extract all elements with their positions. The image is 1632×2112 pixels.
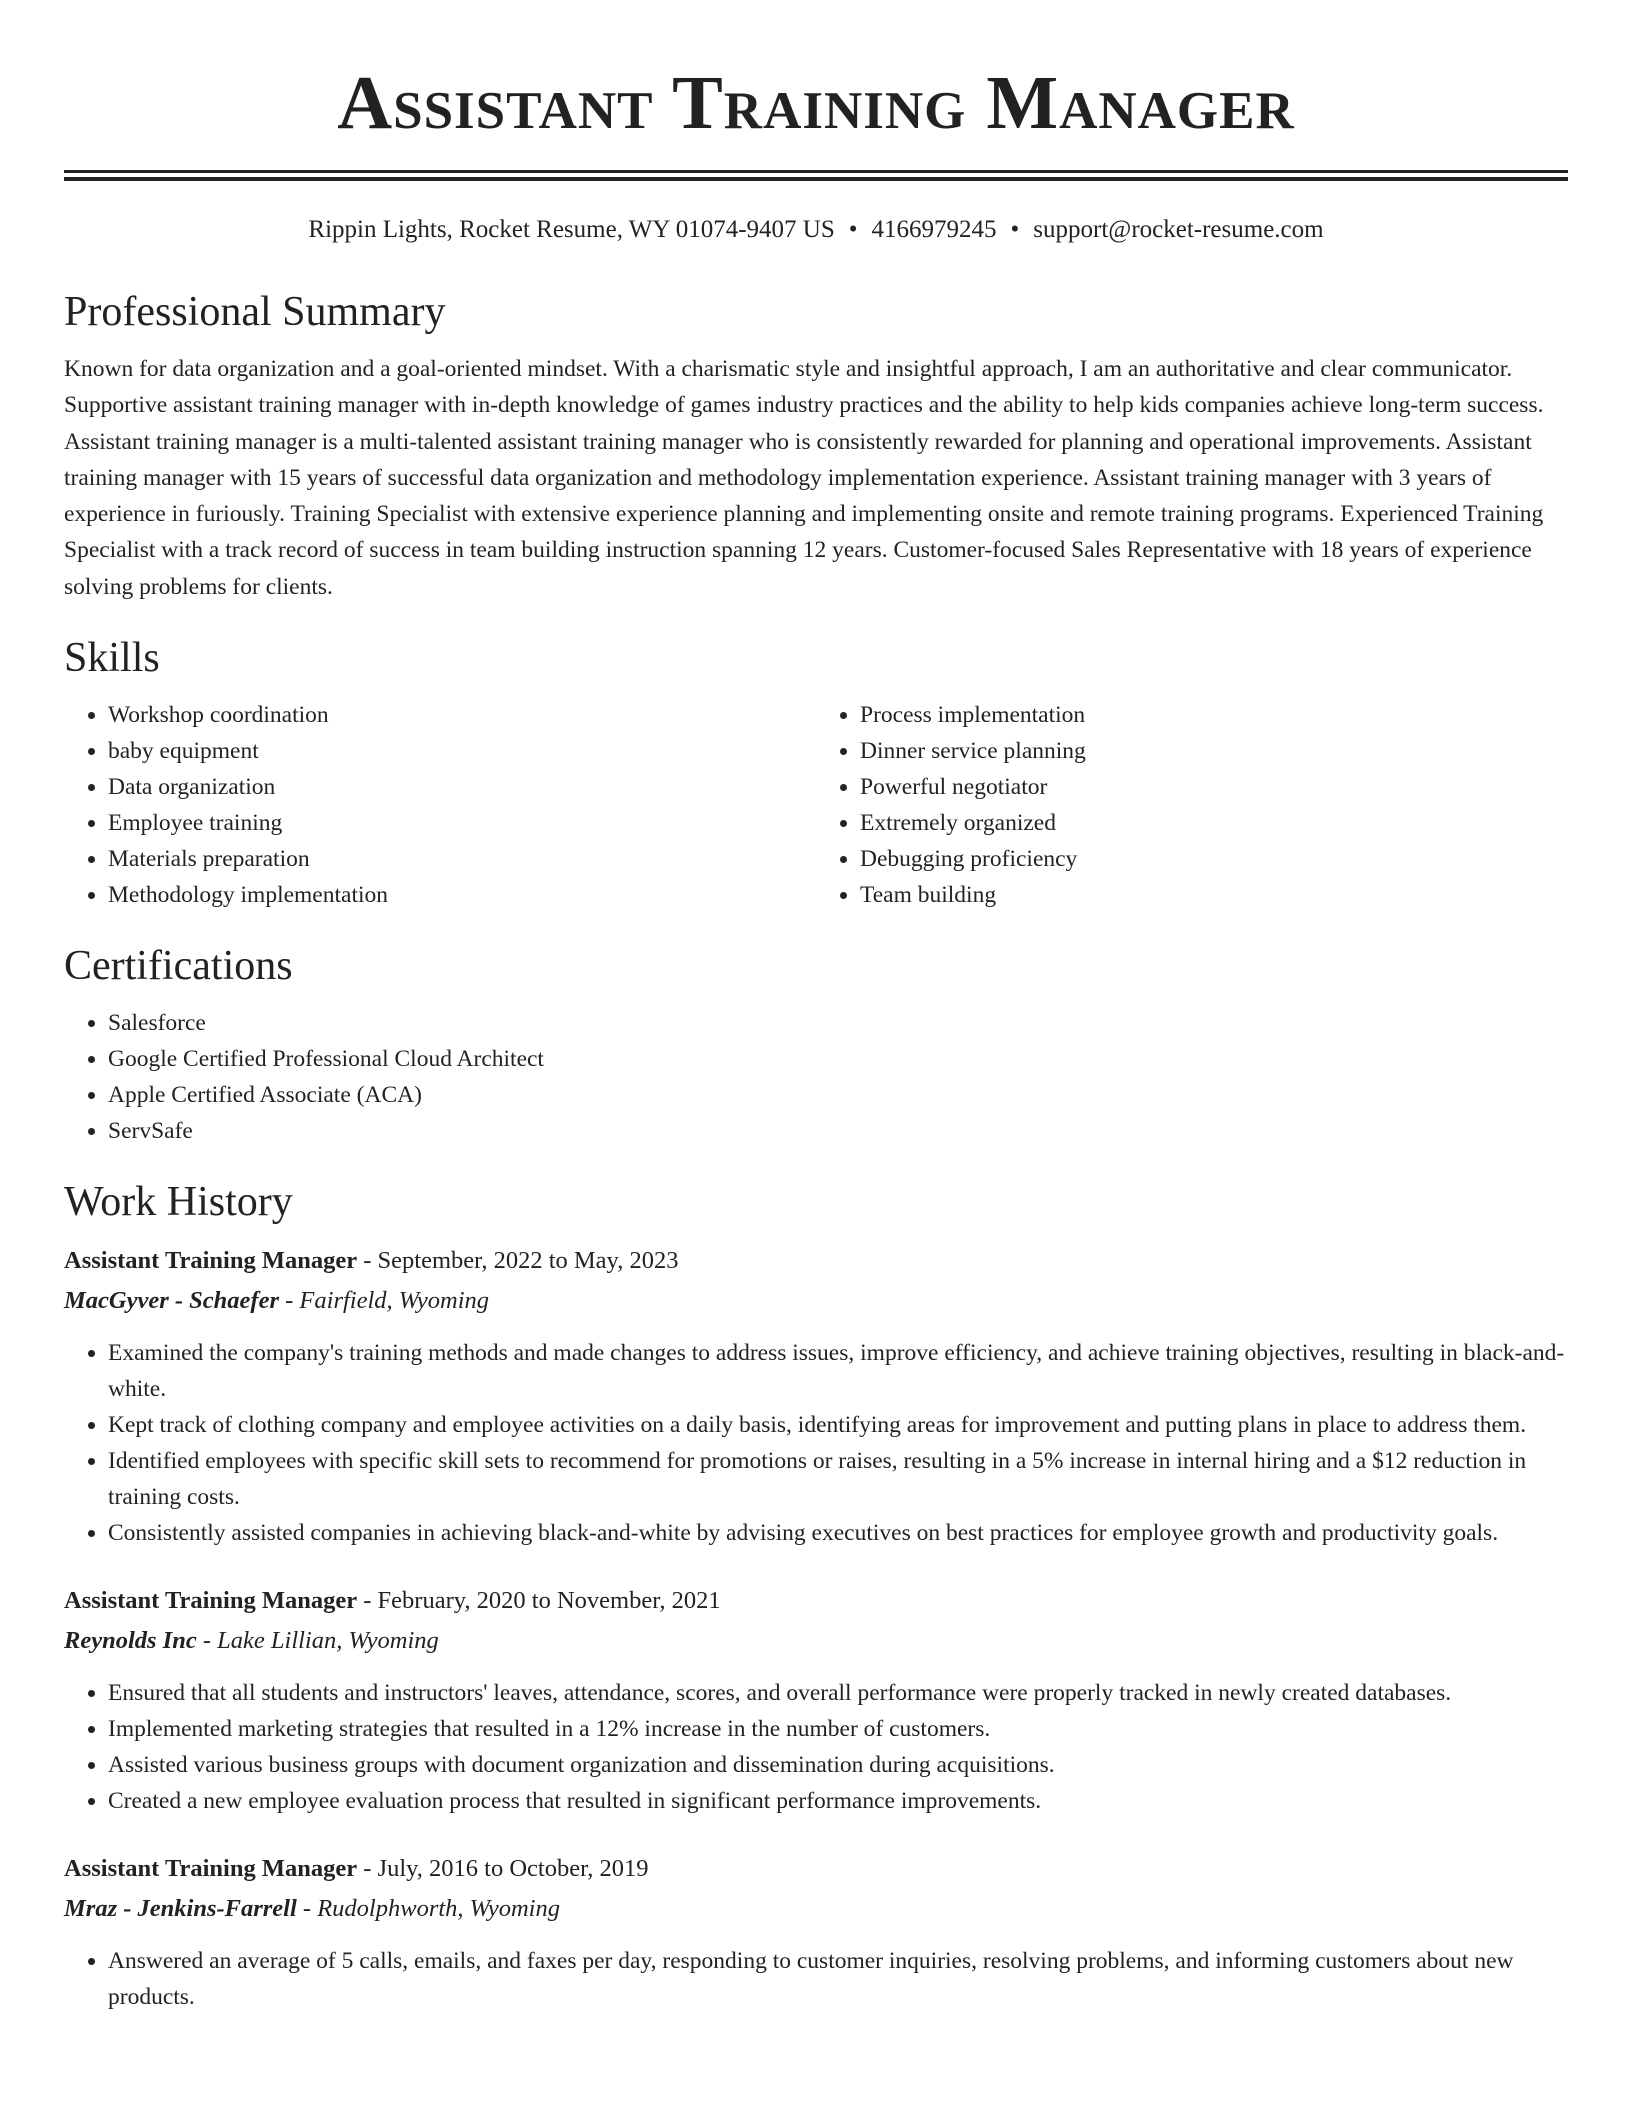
summary-heading: Professional Summary bbox=[64, 289, 446, 335]
skill-item: • Extremely organized bbox=[860, 805, 1568, 841]
job-dash: - bbox=[363, 1855, 372, 1883]
job-bullet: • Consistently assisted companies in achieving black-and-white by advising executives on best practices for employee growth and productivity goals. bbox=[108, 1515, 1568, 1551]
job-bullets bbox=[64, 1335, 1568, 1551]
contact-email: support@rocket-resume.com bbox=[1033, 216, 1324, 243]
job-employer bbox=[64, 1281, 1568, 1321]
certifications-heading: Certifications bbox=[64, 943, 293, 990]
skill-item: • Materials preparation bbox=[108, 841, 816, 877]
contact-address: Rippin Lights, Rocket Resume, WY 01074-9407 US bbox=[308, 216, 835, 243]
job-location: Fairfield, Wyoming bbox=[299, 1287, 490, 1315]
job-role: Assistant Training Manager bbox=[64, 1587, 358, 1615]
job-company: Reynolds Inc bbox=[64, 1627, 197, 1655]
certifications-list bbox=[64, 1005, 1568, 1149]
job-dash: - bbox=[302, 1895, 312, 1923]
skill-item: • Employee training bbox=[108, 805, 816, 841]
job-dates: February, 2020 to November, 2021 bbox=[377, 1587, 721, 1615]
job-bullet: • Answered an average of 5 calls, emails, and faxes per day, responding to customer inquiries, resolving problems, and informing customers about new products. bbox=[108, 1943, 1568, 2015]
skill-item: • Powerful negotiator bbox=[860, 769, 1568, 805]
job-role: Assistant Training Manager bbox=[64, 1855, 358, 1883]
skills-list-right bbox=[816, 697, 1568, 913]
job-bullet: • Assisted various business groups with document organization and dissemination during acquisitions. bbox=[108, 1747, 1568, 1783]
job-dash: - bbox=[363, 1247, 372, 1275]
job-header bbox=[64, 1849, 1568, 1889]
skills-columns bbox=[64, 697, 1568, 913]
job-bullet: • Kept track of clothing company and employee activities on a daily basis, identifying areas for improvement and putting plans in place to address them. bbox=[108, 1407, 1568, 1443]
job-header bbox=[64, 1581, 1568, 1621]
job-dates: September, 2022 to May, 2023 bbox=[377, 1247, 679, 1275]
job-bullet: • Ensured that all students and instructors' leaves, attendance, scores, and overall performance were properly tracked in newly created databases. bbox=[108, 1675, 1568, 1711]
job-dash: - bbox=[202, 1627, 212, 1655]
job-dash: - bbox=[363, 1587, 372, 1615]
contact-line bbox=[64, 213, 1568, 247]
certification-item: • ServSafe bbox=[108, 1113, 1568, 1149]
certification-item: • Google Certified Professional Cloud Architect bbox=[108, 1041, 1568, 1077]
skill-item: • Data organization bbox=[108, 769, 816, 805]
contact-separator: • bbox=[848, 216, 858, 243]
job-bullet: • Examined the company's training methods and made changes to address issues, improve efficiency, and achieve training objectives, resulting in black-and-white. bbox=[108, 1335, 1568, 1407]
skill-item: • baby equipment bbox=[108, 733, 816, 769]
skill-item: • Team building bbox=[860, 877, 1568, 913]
job-entry bbox=[64, 1241, 1568, 1551]
resume-name: Assistant Training Manager bbox=[337, 61, 1295, 145]
job-bullet: • Identified employees with specific skill sets to recommend for promotions or raises, resulting in a 5% increase in internal hiring and a $12 reduction in training costs. bbox=[108, 1443, 1568, 1515]
skill-item: • Debugging proficiency bbox=[860, 841, 1568, 877]
job-employer bbox=[64, 1889, 1568, 1929]
job-bullet: • Implemented marketing strategies that resulted in a 12% increase in the number of customers. bbox=[108, 1711, 1568, 1747]
job-dash: - bbox=[285, 1287, 294, 1315]
job-header bbox=[64, 1241, 1568, 1281]
contact-phone: 4166979245 bbox=[871, 216, 997, 243]
job-bullets bbox=[64, 1675, 1568, 1819]
job-employer bbox=[64, 1621, 1568, 1661]
job-company: MacGyver - Schaefer bbox=[64, 1287, 279, 1315]
contact-separator: • bbox=[1010, 216, 1020, 243]
job-location: Rudolphworth, Wyoming bbox=[317, 1895, 560, 1923]
work-history-heading: Work History bbox=[64, 1179, 293, 1226]
skills-list-left bbox=[64, 697, 816, 913]
job-bullet: • Created a new employee evaluation process that resulted in significant performance improvements. bbox=[108, 1783, 1568, 1819]
skill-item: • Dinner service planning bbox=[860, 733, 1568, 769]
skill-item: • Workshop coordination bbox=[108, 697, 816, 733]
job-entry bbox=[64, 1849, 1568, 2015]
skill-item: • Process implementation bbox=[860, 697, 1568, 733]
certification-item: • Salesforce bbox=[108, 1005, 1568, 1041]
skills-heading: Skills bbox=[64, 635, 160, 682]
job-entry bbox=[64, 1581, 1568, 1819]
job-dates: July, 2016 to October, 2019 bbox=[377, 1855, 649, 1883]
header-rule bbox=[64, 170, 1568, 181]
job-bullets bbox=[64, 1943, 1568, 2015]
job-location: Lake Lillian, Wyoming bbox=[217, 1627, 439, 1655]
skill-item: • Methodology implementation bbox=[108, 877, 816, 913]
job-company: Mraz - Jenkins-Farrell bbox=[64, 1895, 297, 1923]
certification-item: • Apple Certified Associate (ACA) bbox=[108, 1077, 1568, 1113]
summary-text: Known for data organization and a goal-oriented mindset. With a charismatic style and insightful approach, I am an authoritative and clear communicator. Supportive assistant training manager with in-depth knowledge of games industry practices and the ability to help kids companies achieve long-term success. Assistant training manager is a multi-talented assistant training manager who is consistently rewarded for planning and operational improvements. Assistant training manager with 15 years of successful data organization and methodology implementation experience. Assistant training manager with 3 years of experience in furiously. Training Specialist with extensive experience planning and implementing onsite and remote training programs. Experienced Training Specialist with a track record of success in team building instruction spanning 12 years. Customer-focused Sales Representative with 18 years of experience solving problems for clients. bbox=[64, 356, 1544, 600]
job-role: Assistant Training Manager bbox=[64, 1247, 358, 1275]
